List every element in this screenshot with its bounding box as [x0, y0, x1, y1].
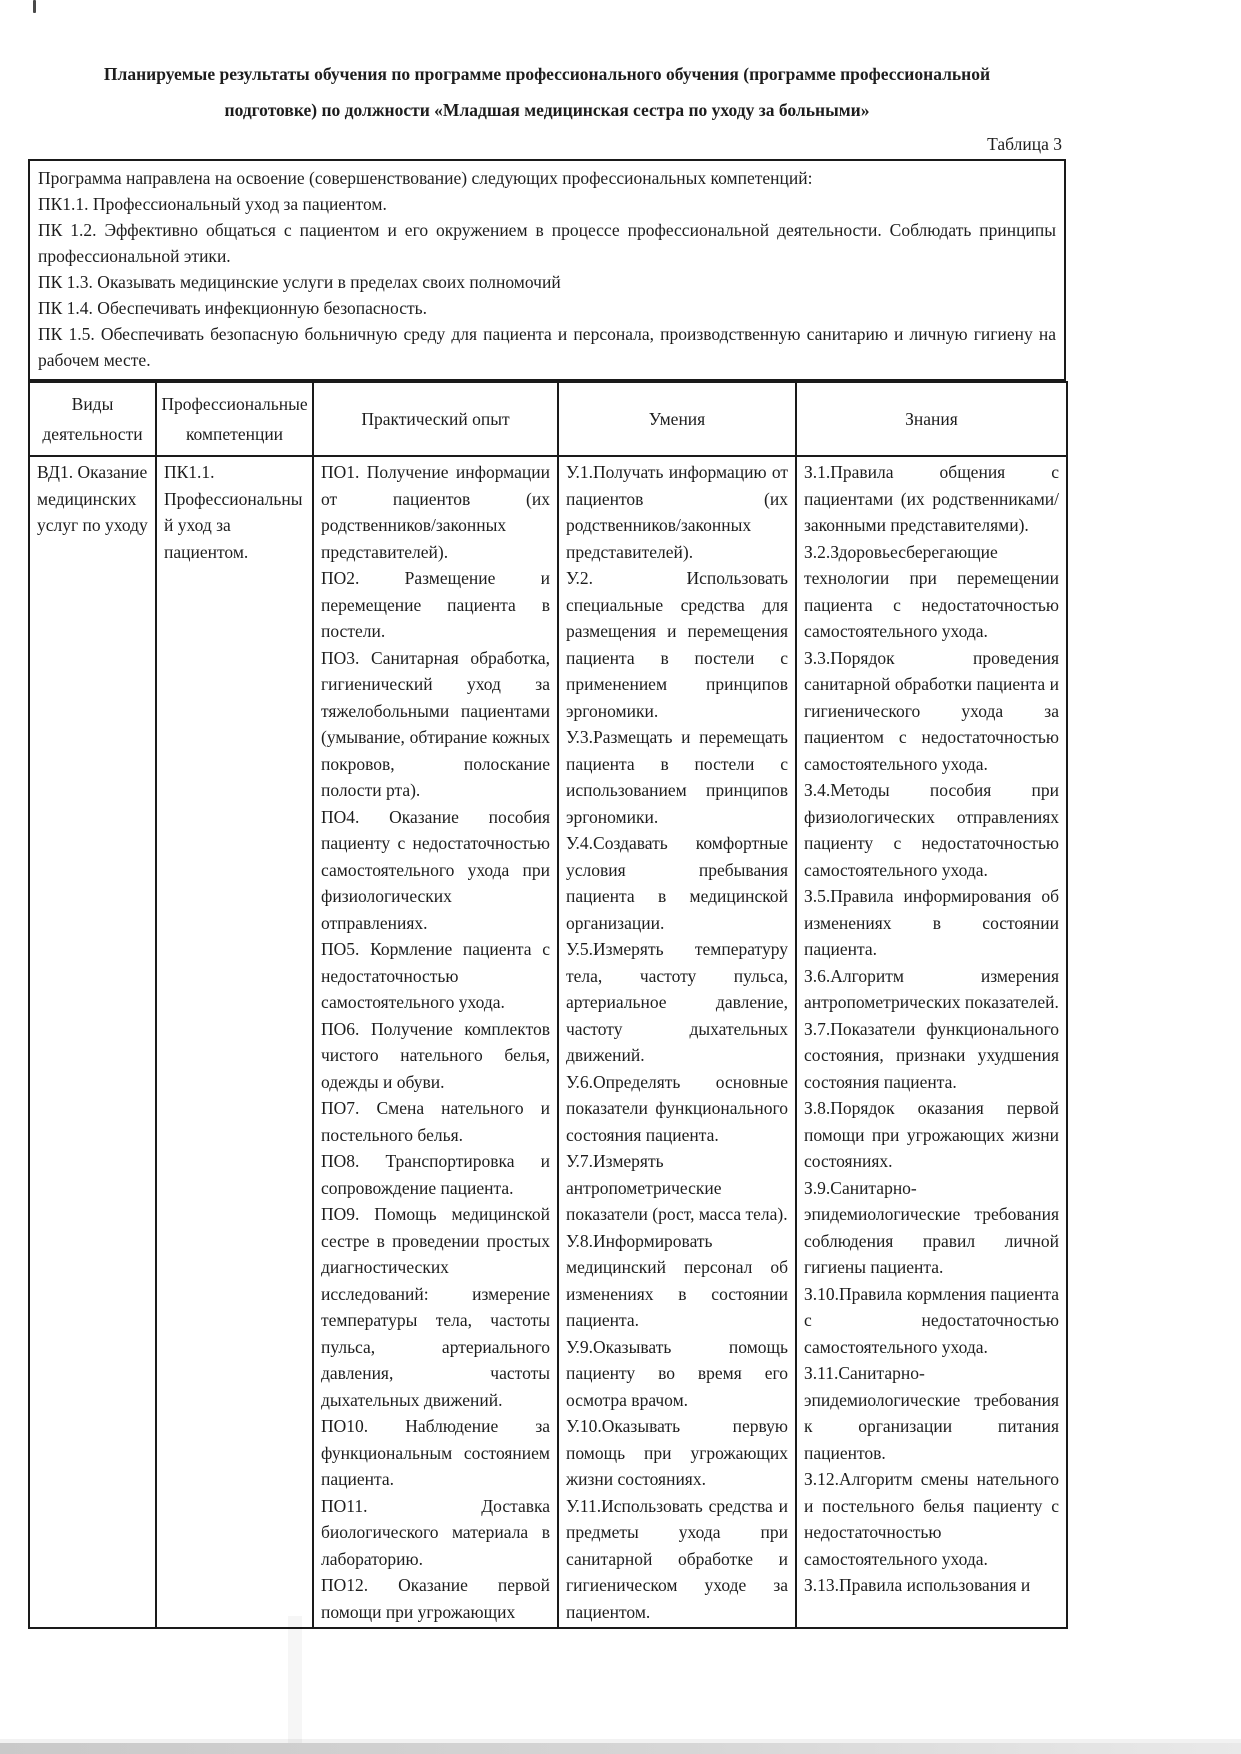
intro-line: ПК1.1. Профессиональный уход за пациентом. — [38, 194, 387, 214]
cell-competence — [156, 456, 313, 1628]
skill-item: У.7.Измерять антропометрические показатели (рост, масса тела). — [566, 1151, 788, 1224]
scan-band-artifact — [288, 1616, 302, 1754]
cell-knowledge — [796, 456, 1067, 1628]
knowledge-item: З.3.Порядок проведения санитарной обработки пациента и гигиенического ухода за пациентом с недостаточностью самостоятельного ухода. — [804, 647, 1059, 774]
table-caption: Таблица 3 — [987, 134, 1062, 154]
header-knowledge: Знания — [796, 382, 1067, 456]
intro-line: ПК 1.5. Обеспечивать безопасную больничную среду для пациента и персонала, производственную санитарию и личную гигиену на рабочем месте. — [38, 324, 1056, 370]
skill-item: У.11.Использовать средства и предметы ухода при санитарной обработке и гигиеническом уходе за пациентом. — [566, 1495, 788, 1622]
intro-line: ПК 1.4. Обеспечивать инфекционную безопасность. — [38, 298, 427, 318]
skill-item: У.6.Определять основные показатели функционального состояния пациента. — [566, 1071, 788, 1145]
cell-activity — [29, 456, 156, 1628]
practical-experience-item: ПО10. Наблюдение за функциональным состоянием пациента. — [321, 1416, 550, 1489]
practical-experience-item: ПО2. Размещение и перемещение пациента в постели. — [321, 568, 550, 641]
document-content — [28, 56, 1066, 1629]
competence-text: ПК1.1. Профессиональный уход за пациентом. — [164, 462, 303, 562]
cell-skills — [558, 456, 796, 1628]
skill-item: У.3.Размещать и перемещать пациента в постели с использованием принципов эргономики. — [566, 727, 788, 827]
header-professional-competencies: Профессиональные компетенции — [156, 382, 313, 456]
knowledge-item: З.4.Методы пособия при физиологических отправлениях пациенту с недостаточностью самостоятельного ухода. — [804, 780, 1059, 880]
page-title: Планируемые результаты обучения по программе профессионального обучения (программе профессиональной подготовке) по должности «Младшая медицинская сестра по уходу за больными» — [103, 64, 991, 120]
knowledge-item: З.11.Санитарно-эпидемиологические требования к организации питания пациентов. — [804, 1363, 1059, 1463]
competencies-intro-box — [28, 159, 1066, 381]
skill-item: У.9.Оказывать помощь пациенту во время его осмотра врачом. — [566, 1336, 788, 1410]
practical-experience-item: ПО4. Оказание пособия пациенту с недостаточностью самостоятельного ухода при физиологических отправлениях. — [321, 806, 550, 933]
intro-line: Программа направлена на освоение (совершенствование) следующих профессиональных компетенций: — [38, 168, 813, 188]
practical-experience-item: ПО12. Оказание первой помощи при угрожающих — [321, 1575, 550, 1622]
scan-edge-artifact — [33, 0, 36, 13]
knowledge-item: З.8.Порядок оказания первой помощи при угрожающих жизни состояниях. — [804, 1098, 1059, 1171]
skill-item: У.1.Получать информацию от пациентов (их родственников/законных представителей). — [566, 462, 788, 562]
practical-experience-item: ПО5. Кормление пациента с недостаточностью самостоятельного ухода. — [321, 939, 550, 1012]
intro-line: ПК 1.2. Эффективно общаться с пациентом и его окружением в процессе профессиональной деятельности. Соблюдать принципы профессиональной этики. — [38, 220, 1056, 266]
knowledge-item: З.7.Показатели функционального состояния, признаки ухудшения состояния пациента. — [804, 1018, 1059, 1092]
table-row — [29, 456, 1067, 1628]
table-header-row — [29, 382, 1067, 456]
skill-item: У.2. Использовать специальные средства для размещения и перемещения пациента в постели с применением принципов эргономики. — [566, 568, 788, 721]
skill-item: У.8.Информировать медицинский персонал об изменениях в состоянии пациента. — [566, 1230, 788, 1330]
skill-item: У.10.Оказывать первую помощь при угрожающих жизни состояниях. — [566, 1416, 788, 1489]
knowledge-item: З.1.Правила общения с пациентами (их родственниками/законными представителями). — [804, 462, 1059, 535]
knowledge-item: З.12.Алгоритм смены нательного и постельного белья пациенту с недостаточностью самостоятельного ухода. — [804, 1469, 1059, 1569]
learning-outcomes-table — [28, 381, 1068, 1629]
practical-experience-item: ПО3. Санитарная обработка, гигиенический уход за тяжелобольными пациентами (умывание, обтирание кожных покровов, полоскание полости рта). — [321, 647, 550, 800]
knowledge-item: З.6.Алгоритм измерения антропометрических показателей. — [804, 965, 1059, 1012]
practical-experience-item: ПО1. Получение информации от пациентов (их родственников/законных представителей). — [321, 462, 550, 562]
scan-bottom-strip — [0, 1743, 1241, 1754]
header-practical-experience: Практический опыт — [313, 382, 558, 456]
practical-experience-item: ПО7. Смена нательного и постельного белья. — [321, 1098, 550, 1145]
cell-practical-experience — [313, 456, 558, 1628]
activity-text: ВД1. Оказание медицинских услуг по уходу — [37, 462, 148, 535]
intro-line: ПК 1.3. Оказывать медицинские услуги в пределах своих полномочий — [38, 272, 561, 292]
knowledge-item: З.2.Здоровьесберегающие технологии при перемещении пациента с недостаточностью самостоятельного ухода. — [804, 541, 1059, 641]
header-activity-types: Виды деятельности — [29, 382, 156, 456]
practical-experience-item: ПО8. Транспортировка и сопровождение пациента. — [321, 1151, 550, 1198]
skill-item: У.5.Измерять температуру тела, частоту пульса, артериальное давление, частоту дыхательных движений. — [566, 939, 788, 1065]
practical-experience-item: ПО9. Помощь медицинской сестре в проведении простых диагностических исследований: измерение температуры тела, частоты пульса, артериального давления, частоты дыхательных движений. — [321, 1204, 550, 1410]
practical-experience-item: ПО6. Получение комплектов чистого нательного белья, одежды и обуви. — [321, 1018, 550, 1092]
knowledge-item: З.10.Правила кормления пациента с недостаточностью самостоятельного ухода. — [804, 1283, 1059, 1357]
knowledge-item: З.5.Правила информирования об изменениях в состоянии пациента. — [804, 886, 1059, 959]
knowledge-item: З.13.Правила использования и — [804, 1575, 1031, 1595]
header-skills: Умения — [558, 382, 796, 456]
skill-item: У.4.Создавать комфортные условия пребывания пациента в медицинской организации. — [566, 833, 788, 933]
knowledge-item: З.9.Санитарно-эпидемиологические требования соблюдения правил личной гигиены пациента. — [804, 1177, 1059, 1277]
practical-experience-item: ПО11. Доставка биологического материала в лабораторию. — [321, 1495, 550, 1569]
